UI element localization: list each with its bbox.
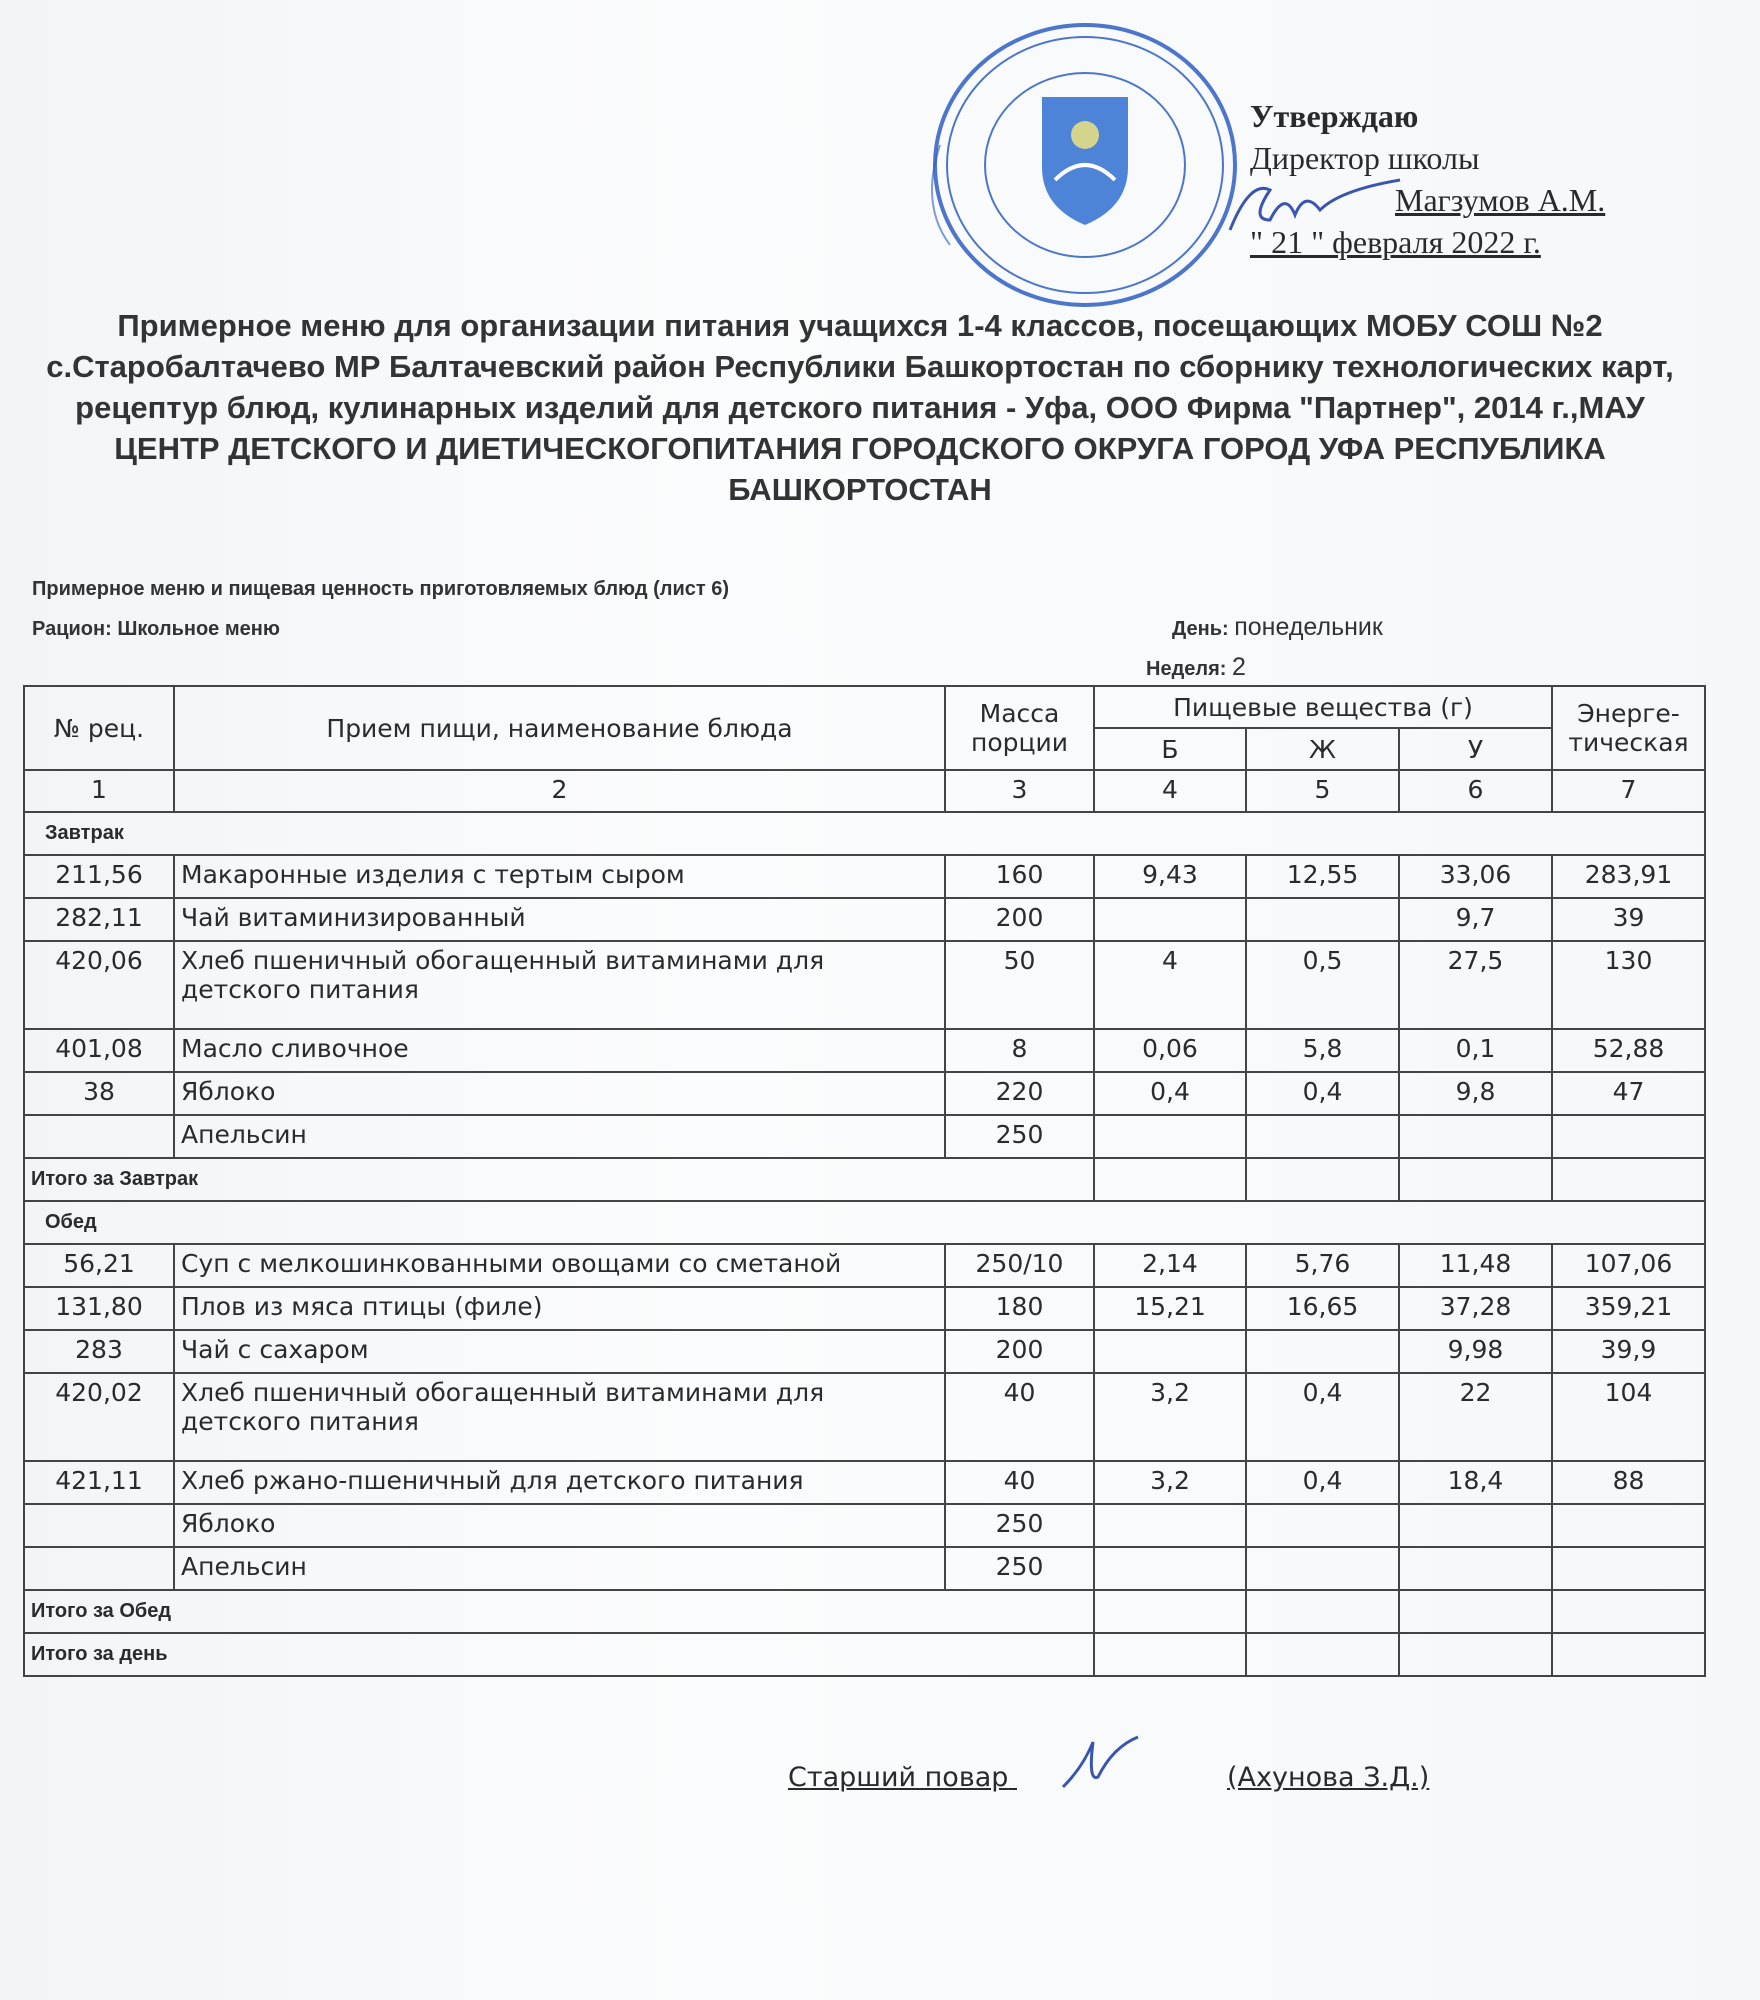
total-cell [1399,1633,1552,1676]
dish-name: Яблоко [174,1504,945,1547]
column-number: 5 [1246,770,1399,812]
carbs [1399,1115,1552,1158]
portion-mass: 180 [945,1287,1094,1330]
protein [1094,1330,1246,1373]
energy: 88 [1552,1461,1705,1504]
table-row [24,941,1705,1029]
dish-name: Апельсин [174,1547,945,1590]
energy: 359,21 [1552,1287,1705,1330]
cook-signature-line [788,1762,1429,1793]
dish-name: Плов из мяса птицы (филе) [174,1287,945,1330]
subtitle: Примерное меню и пищевая ценность приготовляемых блюд (лист 6) [32,578,730,600]
energy [1552,1504,1705,1547]
portion-mass: 220 [945,1072,1094,1115]
carbs: 9,8 [1399,1072,1552,1115]
fat: 5,8 [1246,1029,1399,1072]
week-value: 2 [1231,653,1246,681]
section-label: Обед [24,1201,1705,1244]
approval-date: " 21 " февраля 2022 г. [1250,224,1541,260]
day-value: понедельник [1234,613,1383,641]
total-label: Итого за Завтрак [24,1158,1094,1201]
carbs: 11,48 [1399,1244,1552,1287]
energy: 39,9 [1552,1330,1705,1373]
section-row [24,1201,1705,1244]
portion-mass: 8 [945,1029,1094,1072]
total-cell [1094,1633,1246,1676]
total-cell [1246,1633,1399,1676]
recipe-no [24,1504,174,1547]
dish-name: Чай витаминизированный [174,898,945,941]
table-row [24,1287,1705,1330]
fat: 0,4 [1246,1072,1399,1115]
protein [1094,1547,1246,1590]
approval-title: Утверждаю [1250,98,1419,134]
header-carbs: У [1399,728,1552,770]
header-recipe-no: № рец. [24,686,174,770]
protein: 3,2 [1094,1373,1246,1461]
energy: 107,06 [1552,1244,1705,1287]
protein: 2,14 [1094,1244,1246,1287]
week [1146,653,1246,682]
total-cell [1552,1590,1705,1633]
ration [32,618,280,641]
fat: 12,55 [1246,855,1399,898]
table-row [24,1244,1705,1287]
approval-block [1250,95,1605,263]
carbs: 18,4 [1399,1461,1552,1504]
total-cell [1552,1633,1705,1676]
director-signature [1220,175,1410,245]
section-label: Завтрак [24,812,1705,855]
carbs: 9,98 [1399,1330,1552,1373]
recipe-no [24,1115,174,1158]
approval-position: Директор школы [1250,140,1480,176]
cook-signature [1058,1732,1148,1792]
recipe-no: 401,08 [24,1029,174,1072]
portion-mass: 200 [945,898,1094,941]
portion-mass: 50 [945,941,1094,1029]
fat: 16,65 [1246,1287,1399,1330]
recipe-no: 56,21 [24,1244,174,1287]
portion-mass: 250 [945,1547,1094,1590]
header-energy: Энерге-тическая [1552,686,1705,770]
column-number: 3 [945,770,1094,812]
menu-table [23,685,1706,1677]
carbs: 27,5 [1399,941,1552,1029]
carbs: 33,06 [1399,855,1552,898]
energy: 104 [1552,1373,1705,1461]
fat: 0,4 [1246,1373,1399,1461]
dish-name: Яблоко [174,1072,945,1115]
header-nutrients: Пищевые вещества (г) [1094,686,1552,728]
fat [1246,1504,1399,1547]
section-row [24,812,1705,855]
header-dish-name: Прием пищи, наименование блюда [174,686,945,770]
carbs [1399,1547,1552,1590]
dish-name: Хлеб ржано-пшеничный для детского питания [174,1461,945,1504]
carbs: 22 [1399,1373,1552,1461]
dish-name: Хлеб пшеничный обогащенный витаминами для детского питания [174,1373,945,1461]
day-label: День: [1172,618,1229,640]
recipe-no: 211,56 [24,855,174,898]
week-label: Неделя: [1146,658,1227,680]
total-cell [1399,1158,1552,1201]
energy: 283,91 [1552,855,1705,898]
protein [1094,898,1246,941]
table-row [24,898,1705,941]
table-row [24,855,1705,898]
portion-mass: 250 [945,1504,1094,1547]
header-protein: Б [1094,728,1246,770]
total-label: Итого за день [24,1633,1094,1676]
header-fat: Ж [1246,728,1399,770]
ration-value: Школьное меню [117,618,280,640]
fat: 0,4 [1246,1461,1399,1504]
energy: 39 [1552,898,1705,941]
table-row [24,1461,1705,1504]
table-row [24,1072,1705,1115]
total-row [24,1633,1705,1676]
total-cell [1246,1590,1399,1633]
recipe-no: 420,02 [24,1373,174,1461]
protein: 0,06 [1094,1029,1246,1072]
energy [1552,1547,1705,1590]
total-row [24,1158,1705,1201]
cook-name: (Ахунова З.Д.) [1227,1762,1430,1793]
fat [1246,1547,1399,1590]
ration-label: Рацион: [32,618,112,640]
total-row [24,1590,1705,1633]
portion-mass: 160 [945,855,1094,898]
total-cell [1094,1158,1246,1201]
dish-name: Макаронные изделия с тертым сыром [174,855,945,898]
table-row [24,1373,1705,1461]
table-row [24,1330,1705,1373]
table-row [24,1029,1705,1072]
column-number: 6 [1399,770,1552,812]
total-cell [1094,1590,1246,1633]
recipe-no: 283 [24,1330,174,1373]
header-mass: Масса порции [945,686,1094,770]
carbs: 0,1 [1399,1029,1552,1072]
dish-name: Апельсин [174,1115,945,1158]
recipe-no: 38 [24,1072,174,1115]
fat [1246,1330,1399,1373]
recipe-no: 420,06 [24,941,174,1029]
table-row [24,1115,1705,1158]
total-cell [1399,1590,1552,1633]
fat [1246,1115,1399,1158]
document-title: Примерное меню для организации питания учащихся 1-4 классов, посещающих МОБУ СОШ №2 с.Старобалтачево МР Балтачевский район Республики Башкортостан по сборнику технологических карт, рецептур блюд, кулинарных изделий для детского питания - Уфа, ООО Фирма "Партнер", 2014 г.,МАУ ЦЕНТР ДЕТСКОГО И ДИЕТИЧЕСКОГОПИТАНИЯ ГОРОДСКОГО ОКРУГА ГОРОД УФА РЕСПУБЛИКА БАШКОРТОСТАН [46,308,1674,507]
dish-name: Чай с сахаром [174,1330,945,1373]
protein: 0,4 [1094,1072,1246,1115]
table-row [24,1504,1705,1547]
recipe-no: 421,11 [24,1461,174,1504]
cook-role: Старший повар [788,1762,1009,1793]
carbs: 37,28 [1399,1287,1552,1330]
fat [1246,898,1399,941]
protein: 9,43 [1094,855,1246,898]
column-number: 7 [1552,770,1705,812]
total-cell [1246,1158,1399,1201]
dish-name: Суп с мелкошинкованными овощами со сметаной [174,1244,945,1287]
recipe-no [24,1547,174,1590]
column-number: 1 [24,770,174,812]
dish-name: Хлеб пшеничный обогащенный витаминами для детского питания [174,941,945,1029]
protein [1094,1115,1246,1158]
fat: 5,76 [1246,1244,1399,1287]
protein: 15,21 [1094,1287,1246,1330]
official-stamp [930,15,1260,325]
portion-mass: 200 [945,1330,1094,1373]
carbs [1399,1504,1552,1547]
protein: 3,2 [1094,1461,1246,1504]
approval-name: Магзумов А.М. [1395,182,1606,218]
portion-mass: 250/10 [945,1244,1094,1287]
day [1172,613,1383,642]
portion-mass: 40 [945,1461,1094,1504]
column-number: 4 [1094,770,1246,812]
energy: 52,88 [1552,1029,1705,1072]
total-label: Итого за Обед [24,1590,1094,1633]
recipe-no: 282,11 [24,898,174,941]
protein: 4 [1094,941,1246,1029]
portion-mass: 40 [945,1373,1094,1461]
table-row [24,1547,1705,1590]
energy: 130 [1552,941,1705,1029]
protein [1094,1504,1246,1547]
energy: 47 [1552,1072,1705,1115]
portion-mass: 250 [945,1115,1094,1158]
recipe-no: 131,80 [24,1287,174,1330]
energy [1552,1115,1705,1158]
total-cell [1552,1158,1705,1201]
carbs: 9,7 [1399,898,1552,941]
column-number: 2 [174,770,945,812]
fat: 0,5 [1246,941,1399,1029]
dish-name: Масло сливочное [174,1029,945,1072]
